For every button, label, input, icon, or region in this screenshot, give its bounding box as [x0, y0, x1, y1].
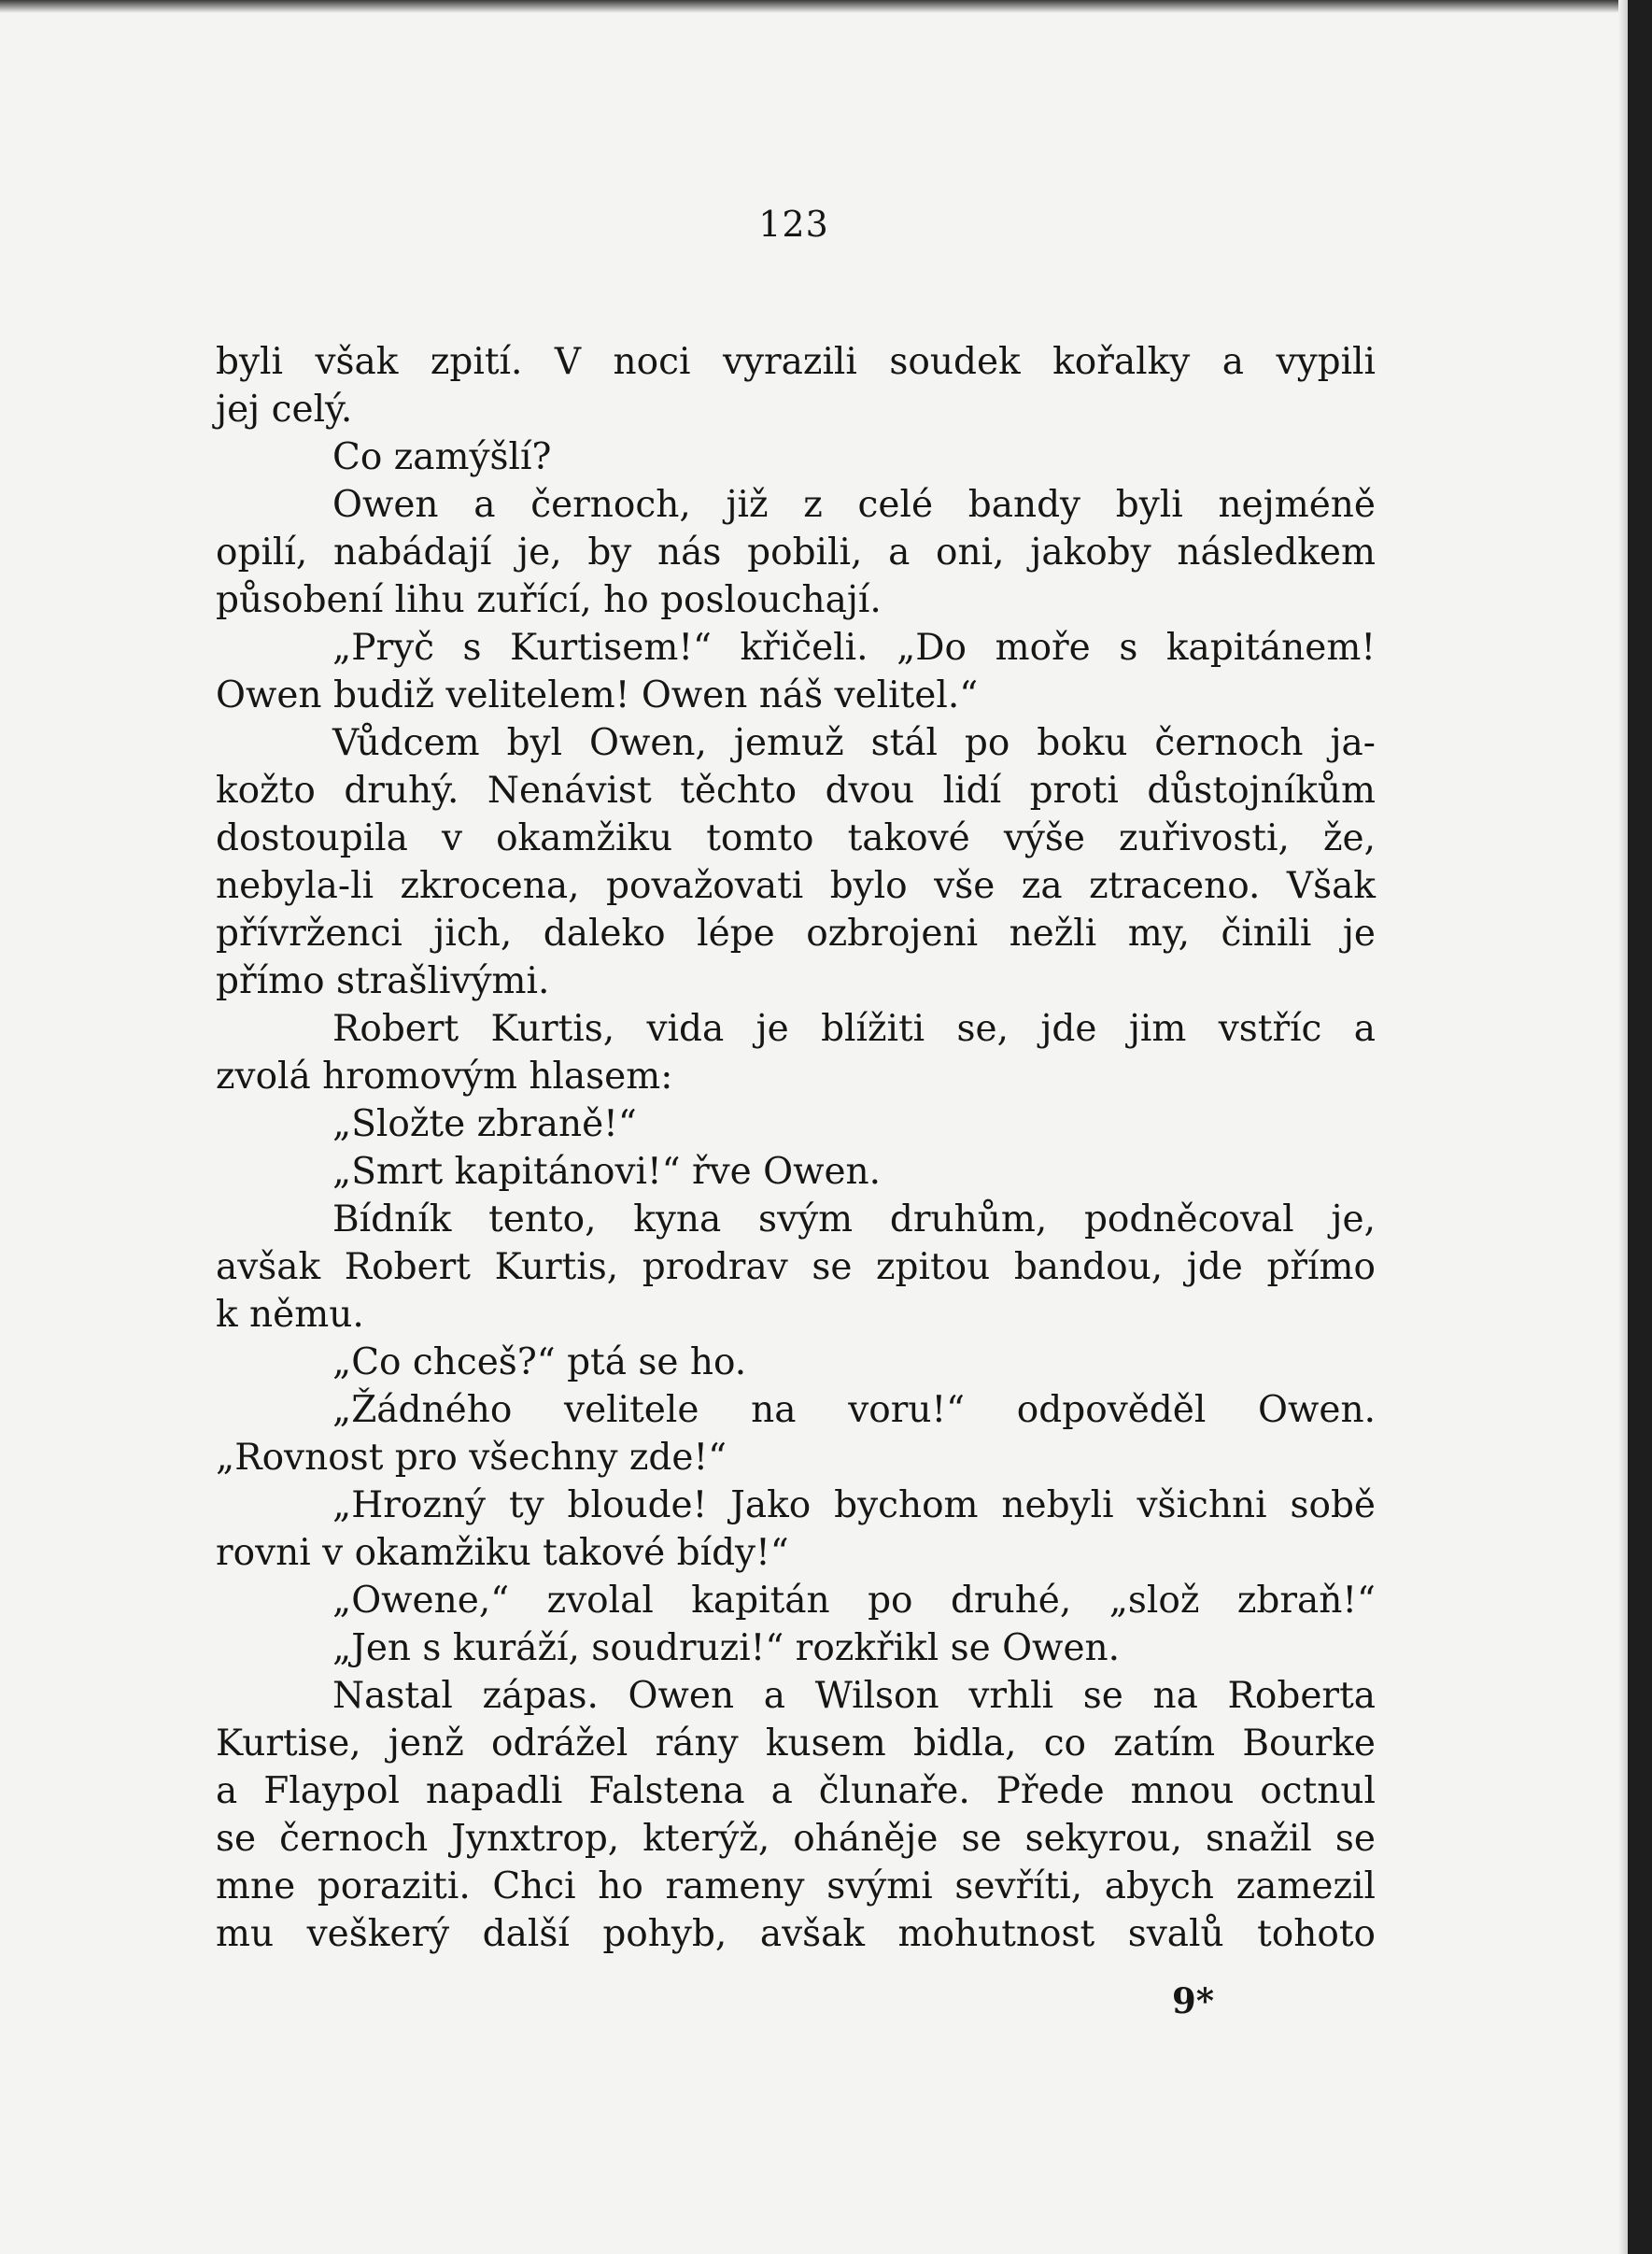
text-line: „Owene,“ zvolal kapitán po druhé, „slož zbraň!“	[332, 1580, 1376, 1622]
text-line: Co zamýšlí?	[332, 436, 552, 478]
text-line: „Rovnost pro všechny zde!“	[216, 1437, 727, 1479]
scan-edge-top	[0, 0, 1652, 13]
text-line: působení lihu zuřící, ho poslouchají.	[216, 579, 882, 621]
text-line: zvolá hromovým hlasem:	[216, 1056, 673, 1098]
text-line: „Smrt kapitánovi!“ řve Owen.	[332, 1151, 882, 1193]
text-line: mne poraziti. Chci ho rameny svými sevříti, abych zamezil	[216, 1865, 1376, 1907]
text-line: Owen budiž velitelem! Owen náš velitel.“	[216, 674, 979, 716]
text-line: opilí, nabádají je, by nás pobili, a oni, jakoby následkem	[216, 532, 1376, 574]
text-line: přívrženci jich, daleko lépe ozbrojeni nežli my, činili je	[216, 913, 1376, 955]
text-line: Vůdcem byl Owen, jemuž stál po boku černoch ja-	[332, 722, 1376, 764]
text-line: k němu.	[216, 1294, 364, 1336]
text-line: Nastal zápas. Owen a Wilson vrhli se na Roberta	[332, 1675, 1376, 1717]
text-line: „Žádného velitele na voru!“ odpověděl Owen.	[332, 1389, 1376, 1431]
text-line: „Pryč s Kurtisem!“ křičeli. „Do moře s kapitánem!	[332, 627, 1376, 669]
text-line: rovni v okamžiku takové bídy!“	[216, 1532, 789, 1574]
scan-edge-shadow	[1618, 0, 1628, 2254]
text-line: dostoupila v okamžiku tomto takové výše zuřivosti, že,	[216, 817, 1376, 859]
scan-edge-right	[1628, 0, 1652, 2254]
signature-mark: 9*	[1172, 1980, 1215, 2021]
page-number: 123	[758, 204, 829, 245]
text-line: Owen a černoch, již z celé bandy byli nejméně	[332, 484, 1376, 526]
text-line: kožto druhý. Nenávist těchto dvou lidí proti důstojníkům	[216, 770, 1376, 812]
text-line: „Co chceš?“ ptá se ho.	[332, 1341, 747, 1383]
text-line: Kurtise, jenž odrážel rány kusem bidla, co zatím Bourke	[216, 1722, 1376, 1765]
text-line: „Složte zbraně!“	[332, 1103, 637, 1145]
text-line: přímo strašlivými.	[216, 960, 550, 1002]
text-line: „Hrozný ty bloude! Jako bychom nebyli všichni sobě	[332, 1484, 1376, 1526]
text-line: byli však zpití. V noci vyrazili soudek kořalky a vypili	[216, 341, 1376, 383]
text-line: Bídník tento, kyna svým druhům, podněcoval je,	[332, 1198, 1376, 1240]
text-line: „Jen s kuráží, soudruzi!“ rozkřikl se Owen.	[332, 1627, 1121, 1669]
body-text	[216, 338, 1376, 1958]
text-line: mu veškerý další pohyb, avšak mohutnost svalů tohoto	[216, 1913, 1376, 1955]
text-line: nebyla-li zkrocena, považovati bylo vše za ztraceno. Však	[216, 865, 1376, 907]
text-line: Robert Kurtis, vida je blížiti se, jde jim vstříc a	[332, 1008, 1376, 1050]
text-line: jej celý.	[216, 389, 353, 431]
text-line: a Flaypol napadli Falstena a člunaře. Přede mnou octnul	[216, 1770, 1376, 1812]
text-line: avšak Robert Kurtis, prodrav se zpitou bandou, jde přímo	[216, 1246, 1376, 1288]
text-line: se černoch Jynxtrop, kterýž, oháněje se sekyrou, snažil se	[216, 1818, 1376, 1860]
